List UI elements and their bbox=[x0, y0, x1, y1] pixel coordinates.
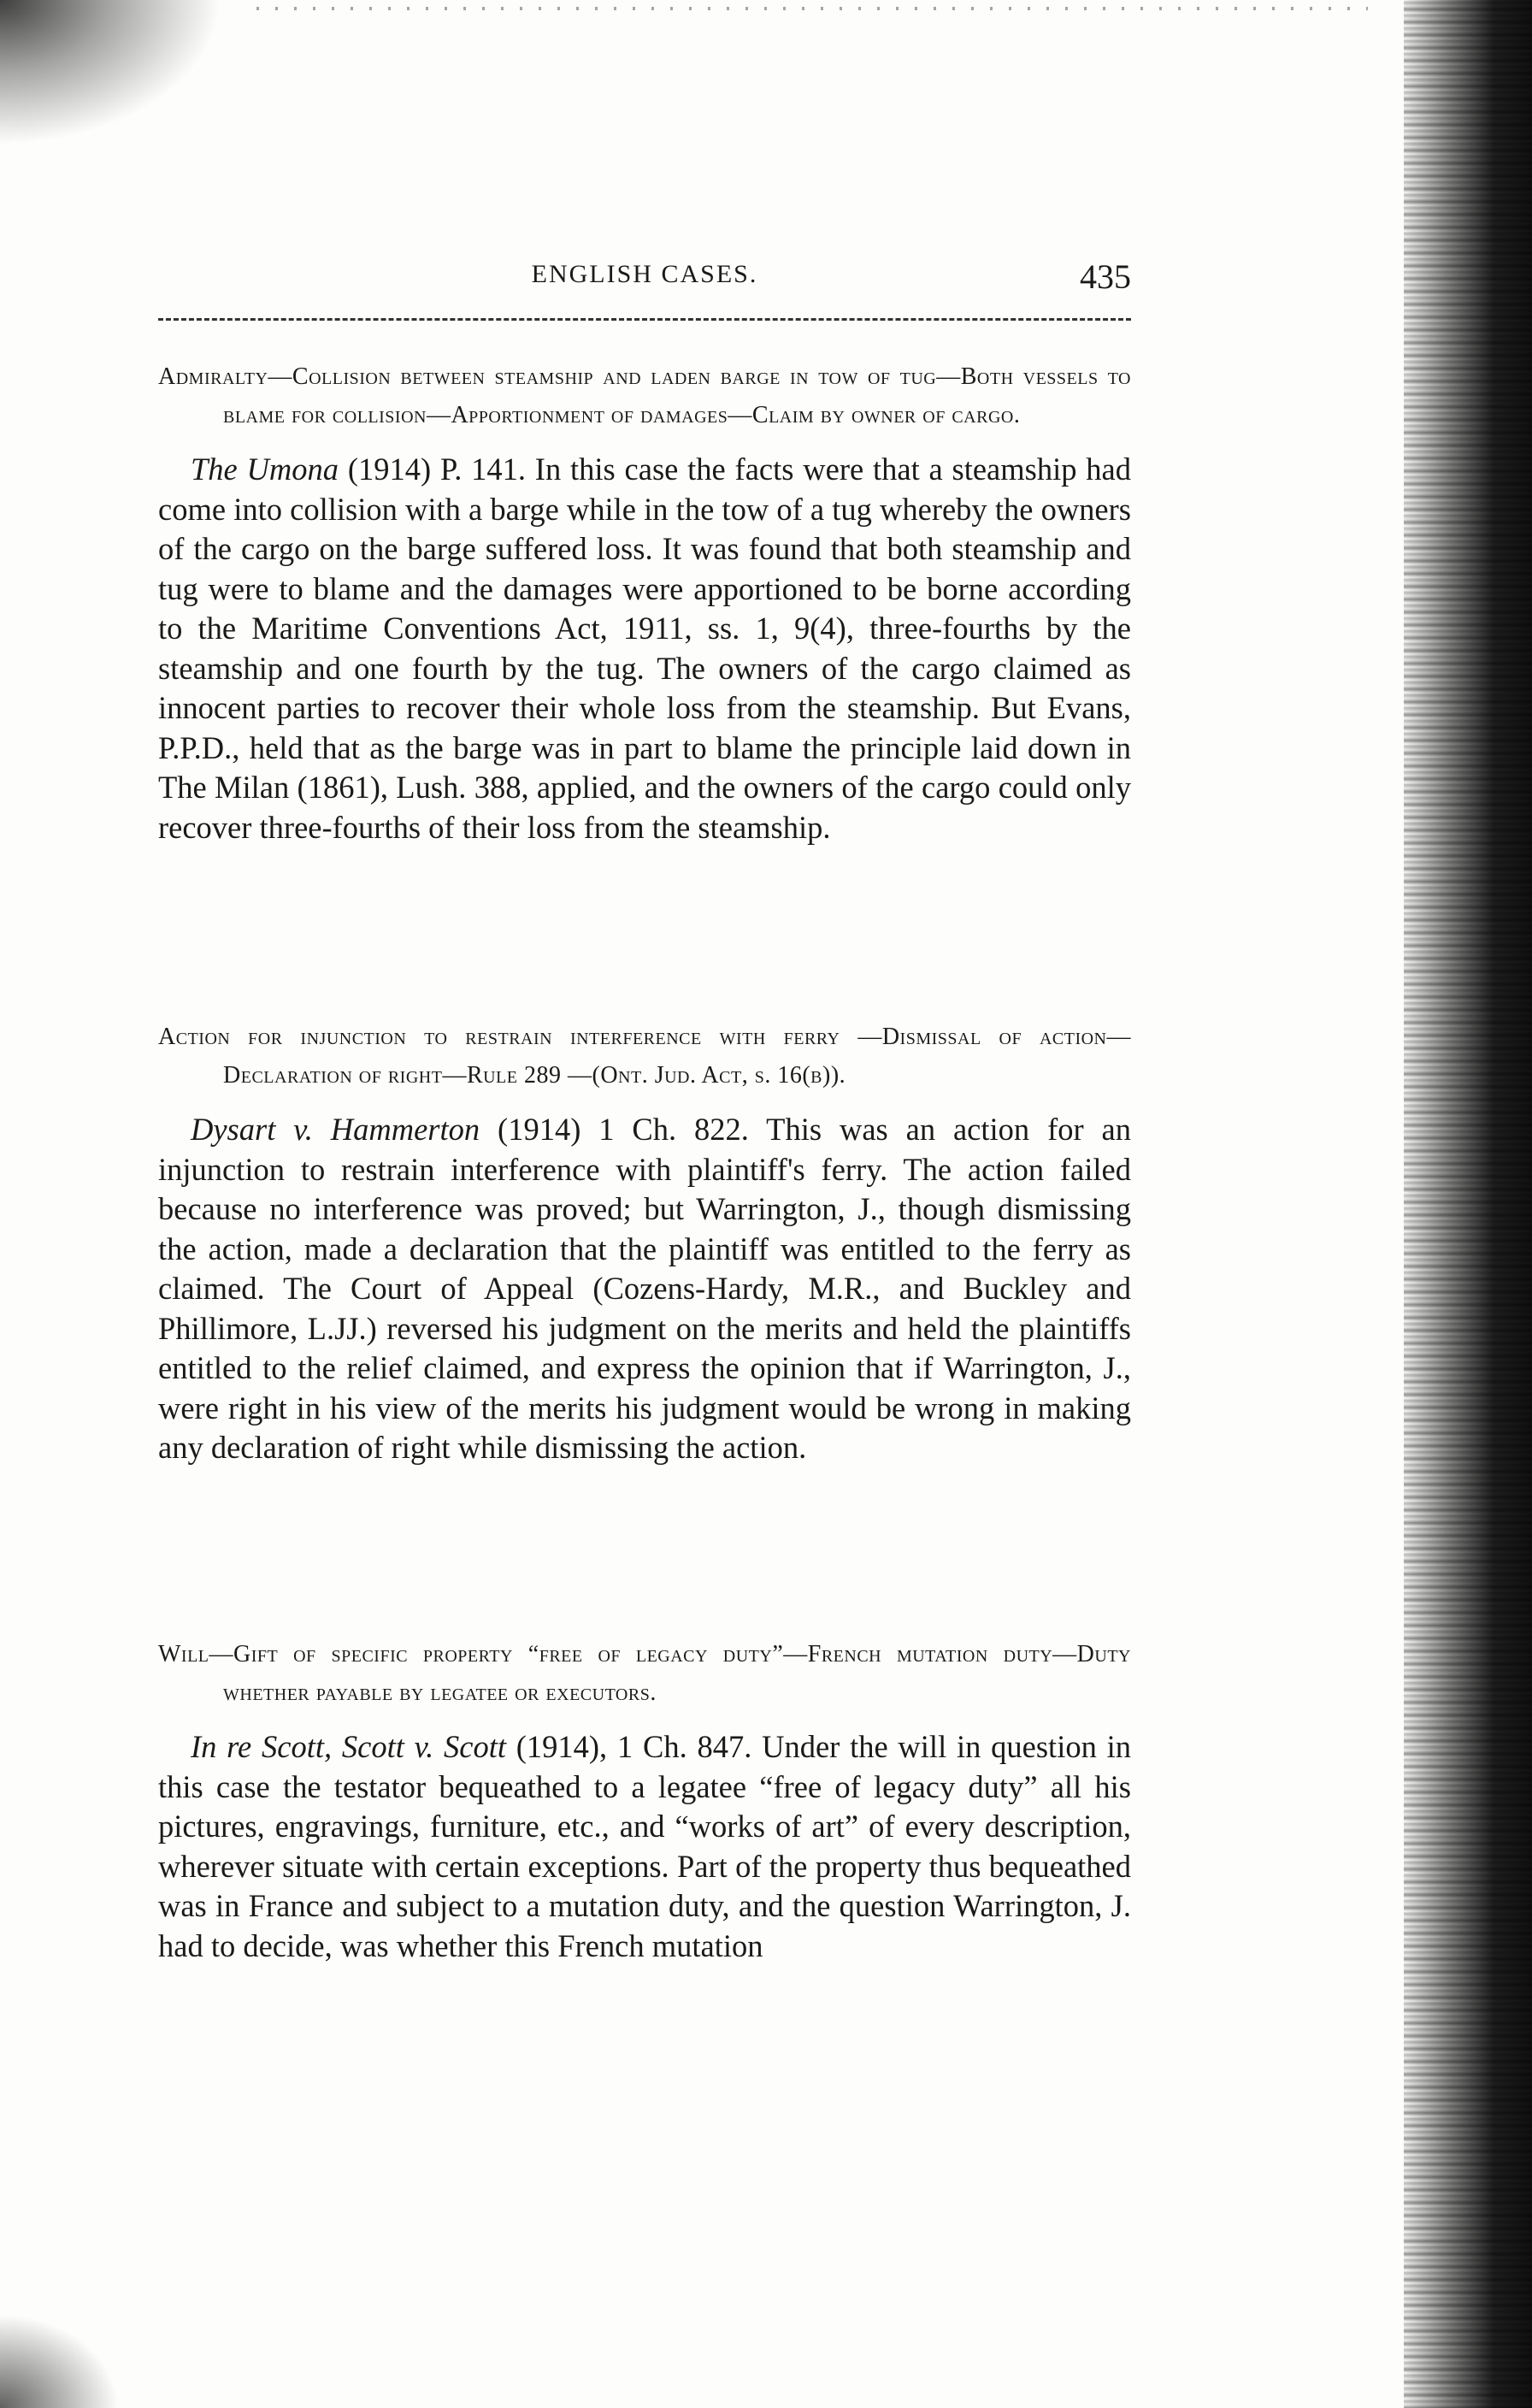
case-section-scott bbox=[158, 1635, 1131, 1966]
case-section-dysart bbox=[158, 1018, 1131, 1468]
case-heading-text: Action for injunction to restrain interference with ferry —Dismissal of action—Declaration of right—Rule 289 —(Ont. Jud. Act, s. 16(b)). bbox=[158, 1024, 1131, 1089]
case-paragraph bbox=[158, 1727, 1131, 1966]
case-text: (1914) 1 Ch. 822. This was an action for an injunction to restrain interference with plaintiff's ferry. The action failed because no interference was proved; but Warrington, J., though dismissing the action, made a declaration that the plaintiff was entitled to the ferry as claimed. The Court of Appeal (Cozens-Hardy, M.R., and Buckley and Phillimore, L.JJ.) reversed his judgment on the merits and held the plaintiffs entitled to the relief claimed, and express the opinion that if Warrington, J., were right in his view of the merits his judgment would be wrong in making any declaration of right while dismissing the action. bbox=[158, 1112, 1131, 1465]
case-heading-text: Will—Gift of specific property “free of legacy duty”—French mutation duty—Duty whether payable by legatee or executors. bbox=[158, 1641, 1131, 1706]
running-title: ENGLISH CASES. bbox=[531, 260, 758, 288]
case-heading bbox=[158, 357, 1131, 434]
running-head bbox=[158, 257, 1131, 299]
case-heading-text: Admiralty—Collision between steamship and laden barge in tow of tug—Both vessels to blame for collision—Apportionment of damages—Claim by owner of cargo. bbox=[158, 363, 1131, 428]
header-rule bbox=[158, 318, 1131, 321]
case-body bbox=[158, 1110, 1131, 1468]
case-heading bbox=[158, 1635, 1131, 1712]
case-name: In re Scott, Scott v. Scott bbox=[191, 1729, 506, 1764]
case-name: The Umona bbox=[191, 452, 339, 487]
case-name: Dysart v. Hammerton bbox=[191, 1112, 480, 1147]
case-paragraph bbox=[158, 450, 1131, 847]
case-section-umona bbox=[158, 357, 1131, 847]
case-text: (1914), 1 Ch. 847. Under the will in question in this case the testator bequeathed to a legatee “free of legacy duty” all his pictures, engravings, furniture, etc., and “works of art” of every description, wherever situate with certain exceptions. Part of the property thus bequeathed was in France and subject to a mutation duty, and the question Warrington, J. had to decide, was whether this French mutation bbox=[158, 1729, 1131, 1963]
case-text: (1914) P. 141. In this case the facts were that a steamship had come into collision with a barge while in the tow of a tug whereby the owners of the cargo on the barge suffered loss. It was found that both steamship and tug were to blame and the damages were apportioned to be borne according to the Maritime Conventions Act, 1911, ss. 1, 9(4), three-fourths by the steamship and one fourth by the tug. The owners of the cargo claimed as innocent parties to recover their whole loss from the steamship. But Evans, P.P.D., held that as the barge was in part to blame the principle laid down in The Milan (1861), Lush. 388, applied, and the owners of the cargo could only recover three-fourths of their loss from the steamship. bbox=[158, 452, 1131, 845]
page-number: 435 bbox=[1080, 257, 1131, 296]
case-body bbox=[158, 450, 1131, 847]
case-paragraph bbox=[158, 1110, 1131, 1468]
case-body bbox=[158, 1727, 1131, 1966]
case-heading bbox=[158, 1018, 1131, 1095]
